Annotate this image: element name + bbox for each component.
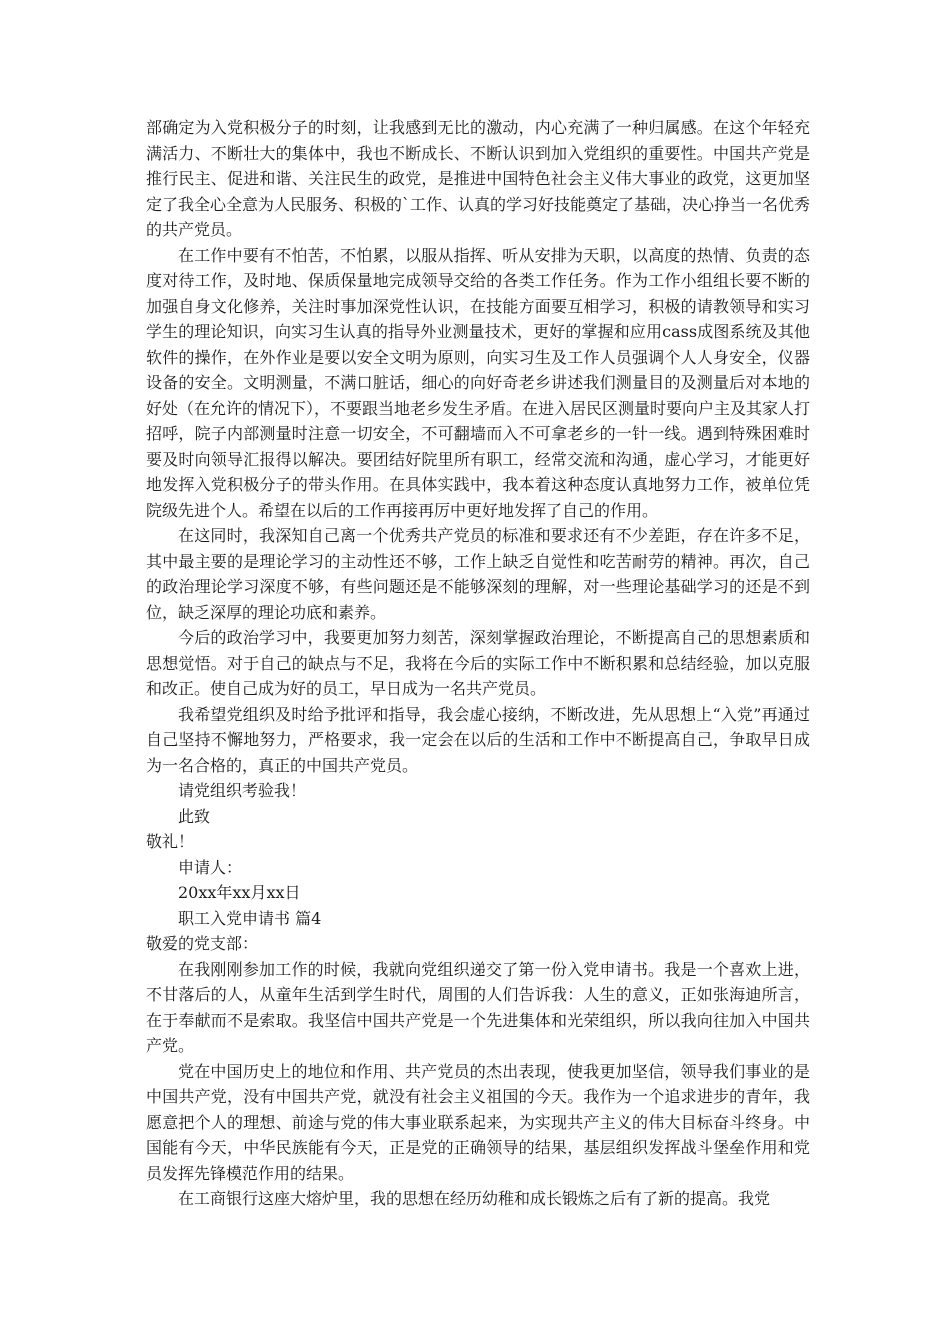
document-body [146,115,810,1212]
paragraph: 在这同时，我深知自己离一个优秀共产党员的标准和要求还有不少差距，存在许多不足，其中最主要的是理论学习的主动性还不够，工作上缺乏自觉性和吃苦耐劳的精神。再次，自己的政治理论学习深度不够，有些问题还是不能够深刻的理解，对一些理论基础学习的还是不到位，缺乏深厚的理论功底和素养。 [146,526,810,622]
paragraph: 今后的政治学习中，我要更加努力刻苦，深刻掌握政治理论，不断提高自己的思想素质和思想觉悟。对于自己的缺点与不足，我将在今后的实际工作中不断积累和总结经验，加以克服和改正。使自己成为好的员工，早日成为一名共产党员。 [146,628,810,698]
salutation-line: 敬礼！ [146,832,195,851]
paragraph: 在工商银行这座大熔炉里，我的思想在经历幼稚和成长锻炼之后有了新的提高。我党 [178,1189,771,1208]
paragraph: 部确定为入党积极分子的时刻，让我感到无比的激动，内心充满了一种归属感。在这个年轻充满活力、不断壮大的集体中，我也不断成长、不断认识到加入党组织的重要性。中国共产党是推行民主、促进和谐、关注民生的政党，是推进中国特色社会主义伟大事业的政党，这更加坚定了我全心全意为人民服务、积极的`工作、认真的学习好技能奠定了基础，决心挣当一名优秀的共产党员。 [146,118,811,239]
paragraph: 在工作中要有不怕苦，不怕累，以服从指挥、听从安排为天职，以高度的热情、负责的态度对待工作，及时地、保质保量地完成领导交给的各类工作任务。作为工作小组组长要不断的加强自身文化修养，关注时事加深党性认识，在技能方面要互相学习，积极的请教领导和实习学生的理论知识，向实习生认真的指导外业测量技术，更好的掌握和应用cass成图系统及其他软件的操作，在外作业是要以安全文明为原则，向实习生及工作人员强调个人人身安全，仪器设备的安全。文明测量，不满口脏话，细心的向好奇老乡讲述我们测量目的及测量后对本地的好处（在允许的情况下），不要跟当地老乡发生矛盾。在进入居民区测量时要向户主及其家人打招呼，院子内部测量时注意一切安全，不可翻墙而入不可拿老乡的一针一线。遇到特殊困难时要及时向领导汇报得以解决。要团结好院里所有职工，经常交流和沟通，虚心学习，才能更好地发挥入党积极分子的带头作用。在具体实践中，我本着这种态度认真地努力工作，被单位凭院级先进个人。希望在以后的工作再接再厉中更好地发挥了自己的作用。 [146,245,811,520]
paragraph: 在我刚刚参加工作的时候，我就向党组织递交了第一份入党申请书。我是一个喜欢上进，不甘落后的人，从童年生活到学生时代，周围的人们告诉我：人生的意义，正如张海迪所言，在于奉献而不是索取。我坚信中国共产党是一个先进集体和光荣组织，所以我向往加入中国共产党。 [146,959,810,1055]
paragraph: 我希望党组织及时给予批评和指导，我会虚心接纳，不断改进，先从思想上“入党”再通过自己坚持不懈地努力，严格要求，我一定会在以后的生活和工作中不断提高自己，争取早日成为一名合格的，真正的中国共产党员。 [146,704,810,775]
paragraph: 党在中国历史上的地位和作用、共产党员的杰出表现，使我更加坚信，领导我们事业的是中国共产党，没有中国共产党，就没有社会主义祖国的今天。我作为一个追求进步的青年，我愿意把个人的理想、前途与党的伟大事业联系起来，为实现共产主义的伟大目标奋斗终身。中国能有今天，中华民族能有今天，正是党的正确领导的结果，基层组织发挥战斗堡垒作用和党员发挥先锋模范作用的结果。 [146,1061,810,1183]
section-heading: 职工入党申请书 篇4 [178,908,322,928]
salutation-line: 此致 [178,806,211,826]
greeting-line: 敬爱的党支部： [146,934,259,953]
closing-line: 请党组织考验我！ [178,781,307,800]
date-line: 20xx年xx月xx日 [178,883,301,902]
applicant-label: 申请人： [178,857,243,877]
